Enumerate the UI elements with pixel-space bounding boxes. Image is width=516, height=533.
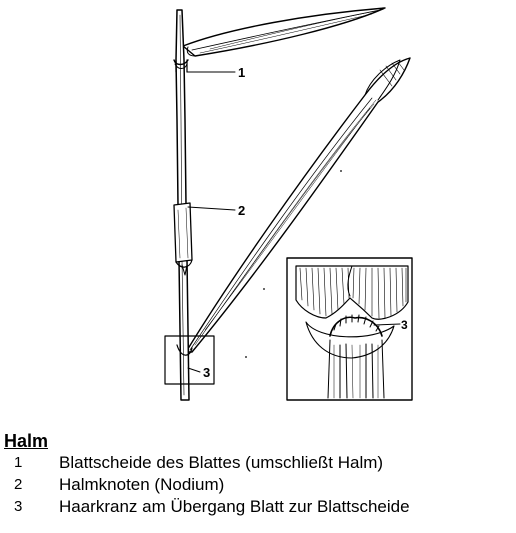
callout-1: 1 [238,65,246,80]
culm-stem [174,10,192,400]
legend-title: Halm [4,431,49,451]
legend-item-text: Blattscheide des Blattes (umschließt Halm) [59,453,384,472]
legend-item-number: 1 [14,454,23,471]
callout-leader-2 [188,207,235,210]
legend-item [4,452,512,474]
legend [4,430,512,518]
upper-leaf-blade [183,8,385,56]
legend-item-text: Haarkranz am Übergang Blatt zur Blattscheide [59,497,410,516]
legend-item [4,496,512,518]
legend-item-text: Halmknoten (Nodium) [59,475,225,494]
callout-3: 3 [203,365,211,380]
callout-leader-3 [188,368,200,372]
callout-2: 2 [238,203,246,218]
legend-item-number: 3 [14,498,23,515]
inset-callout-3: 3 [401,318,408,332]
hair-ring-detail-inset [287,258,412,400]
legend-item [4,474,512,496]
legend-item-number: 2 [14,476,23,493]
